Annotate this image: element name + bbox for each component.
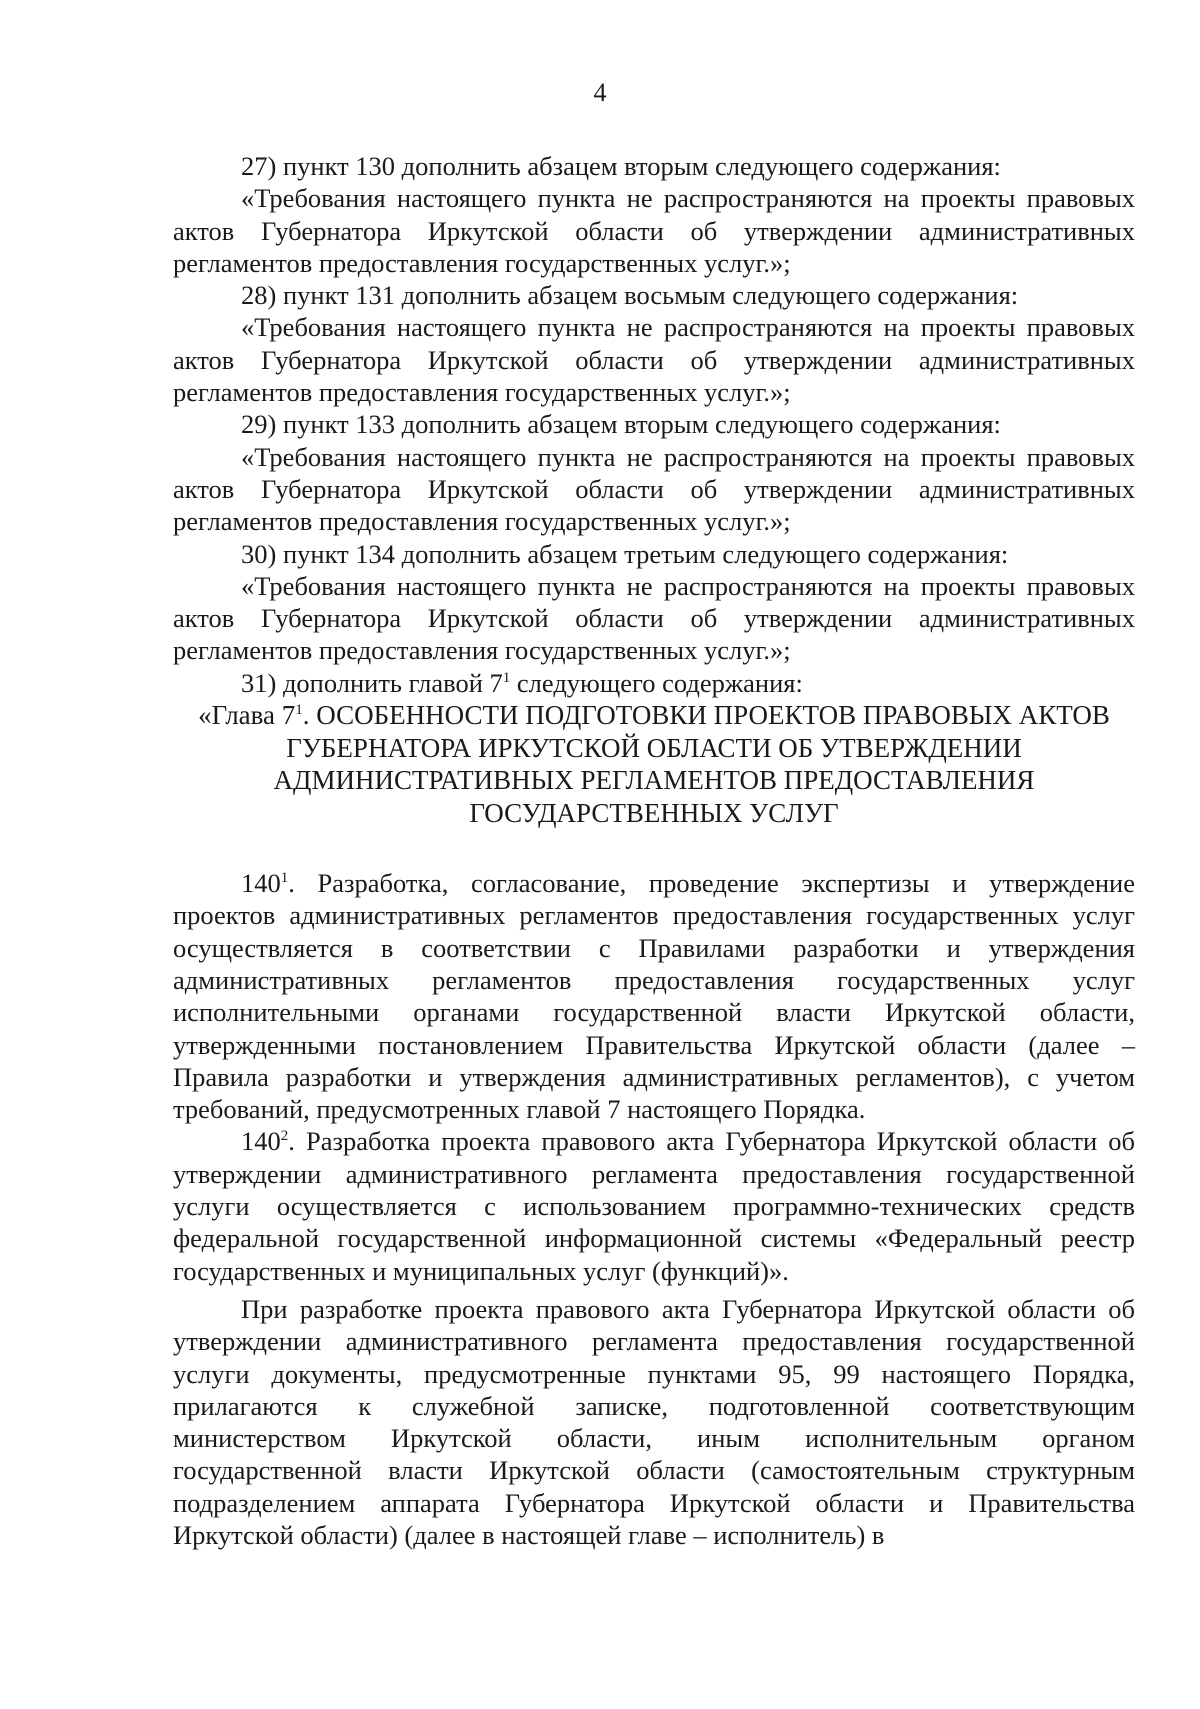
item-30-intro: 30) пункт 134 дополнить абзацем третьим следующего содержания: [241,538,1009,569]
item-30-text: «Требования настоящего пункта не распространяются на проекты правовых актов Губернатора Иркутской области об утверждении административных регламентов предоставления государственных услуг.»; [173,570,1135,666]
item-31-intro [173,667,1135,699]
page-number: 4 [593,78,607,107]
chapter-heading-sup: 1 [295,702,303,719]
chapter-heading-pre: «Глава 7 [198,700,296,731]
chapter-heading [173,699,1135,829]
document-body [173,150,1135,1551]
item-31-intro-pre: 31) дополнить главой 7 [241,667,503,698]
point-140-1 [173,867,1135,1125]
item-27-text: «Требования настоящего пункта не распространяются на проекты правовых актов Губернатора Иркутской области об утверждении административных регламентов предоставления государственных услуг.»; [173,183,1135,278]
item-31-intro-post: следующего содержания: [510,667,803,698]
item-28-text: «Требования настоящего пункта не распространяются на проекты правовых актов Губернатора Иркутской области об утверждении административных регламентов предоставления государственных услуг.»; [173,312,1135,408]
item-27-intro: 27) пункт 130 дополнить абзацем вторым следующего содержания: [241,151,1001,181]
item-31-intro-sup: 1 [502,669,511,686]
heading-spacer [173,829,1135,867]
point-140-2 [173,1125,1135,1286]
point-140-1-num: 140 [241,868,281,899]
point-140-1-sup: 1 [280,870,289,887]
chapter-heading-post: . ОСОБЕННОСТИ ПОДГОТОВКИ ПРОЕКТОВ ПРАВОВЫХ АКТОВ ГУБЕРНАТОРА ИРКУТСКОЙ ОБЛАСТИ ОБ УТВЕРЖДЕНИИ АДМИНИСТРАТИВНЫХ РЕГЛАМЕНТОВ ПРЕДОСТАВЛЕНИЯ ГОСУДАРСТВЕННЫХ УСЛУГ [273,700,1110,828]
point-140-1-text: . Разработка, согласование, проведение экспертизы и утверждение проектов административных регламентов предоставления государственных услуг осуществляется в соответствии с Правилами разработки и утверждения административных регламентов предоставления государственных услуг исполнительными органами государственной власти Иркутской области, утвержденными постановлением Правительства Иркутской области (далее – Правила разработки и утверждения административных регламентов), с учетом требований, предусмотренных главой 7 настоящего Порядка. [173,868,1135,1125]
point-140-2-sup: 2 [280,1128,289,1145]
item-28-intro: 28) пункт 131 дополнить абзацем восьмым следующего содержания: [241,280,1019,311]
last-paragraph: При разработке проекта правового акта Губернатора Иркутской области об утверждении административного регламента предоставления государственной услуги документы, предусмотренные пунктами 95, 99 настоящего Порядка, прилагаются к служебной записке, подготовленной соответствующим министерством Иркутской области, иным исполнительным органом государственной власти Иркутской области (самостоятельным структурным подразделением аппарата Губернатора Иркутской области и Правительства Иркутской области) (далее в настоящей главе – исполнитель) в [173,1293,1135,1550]
point-140-2-text: . Разработка проекта правового акта Губернатора Иркутской области об утверждении административного регламента предоставления государственной услуги осуществляется с использованием программно-технических средств федеральной государственной информационной системы «Федеральный реестр государственных и муниципальных услуг (функций)». [173,1126,1135,1286]
item-29-intro: 29) пункт 133 дополнить абзацем вторым следующего содержания: [241,409,1001,440]
item-29-text: «Требования настоящего пункта не распространяются на проекты правовых актов Губернатора Иркутской области об утверждении административных регламентов предоставления государственных услуг.»; [173,441,1135,537]
point-140-2-num: 140 [241,1126,281,1157]
